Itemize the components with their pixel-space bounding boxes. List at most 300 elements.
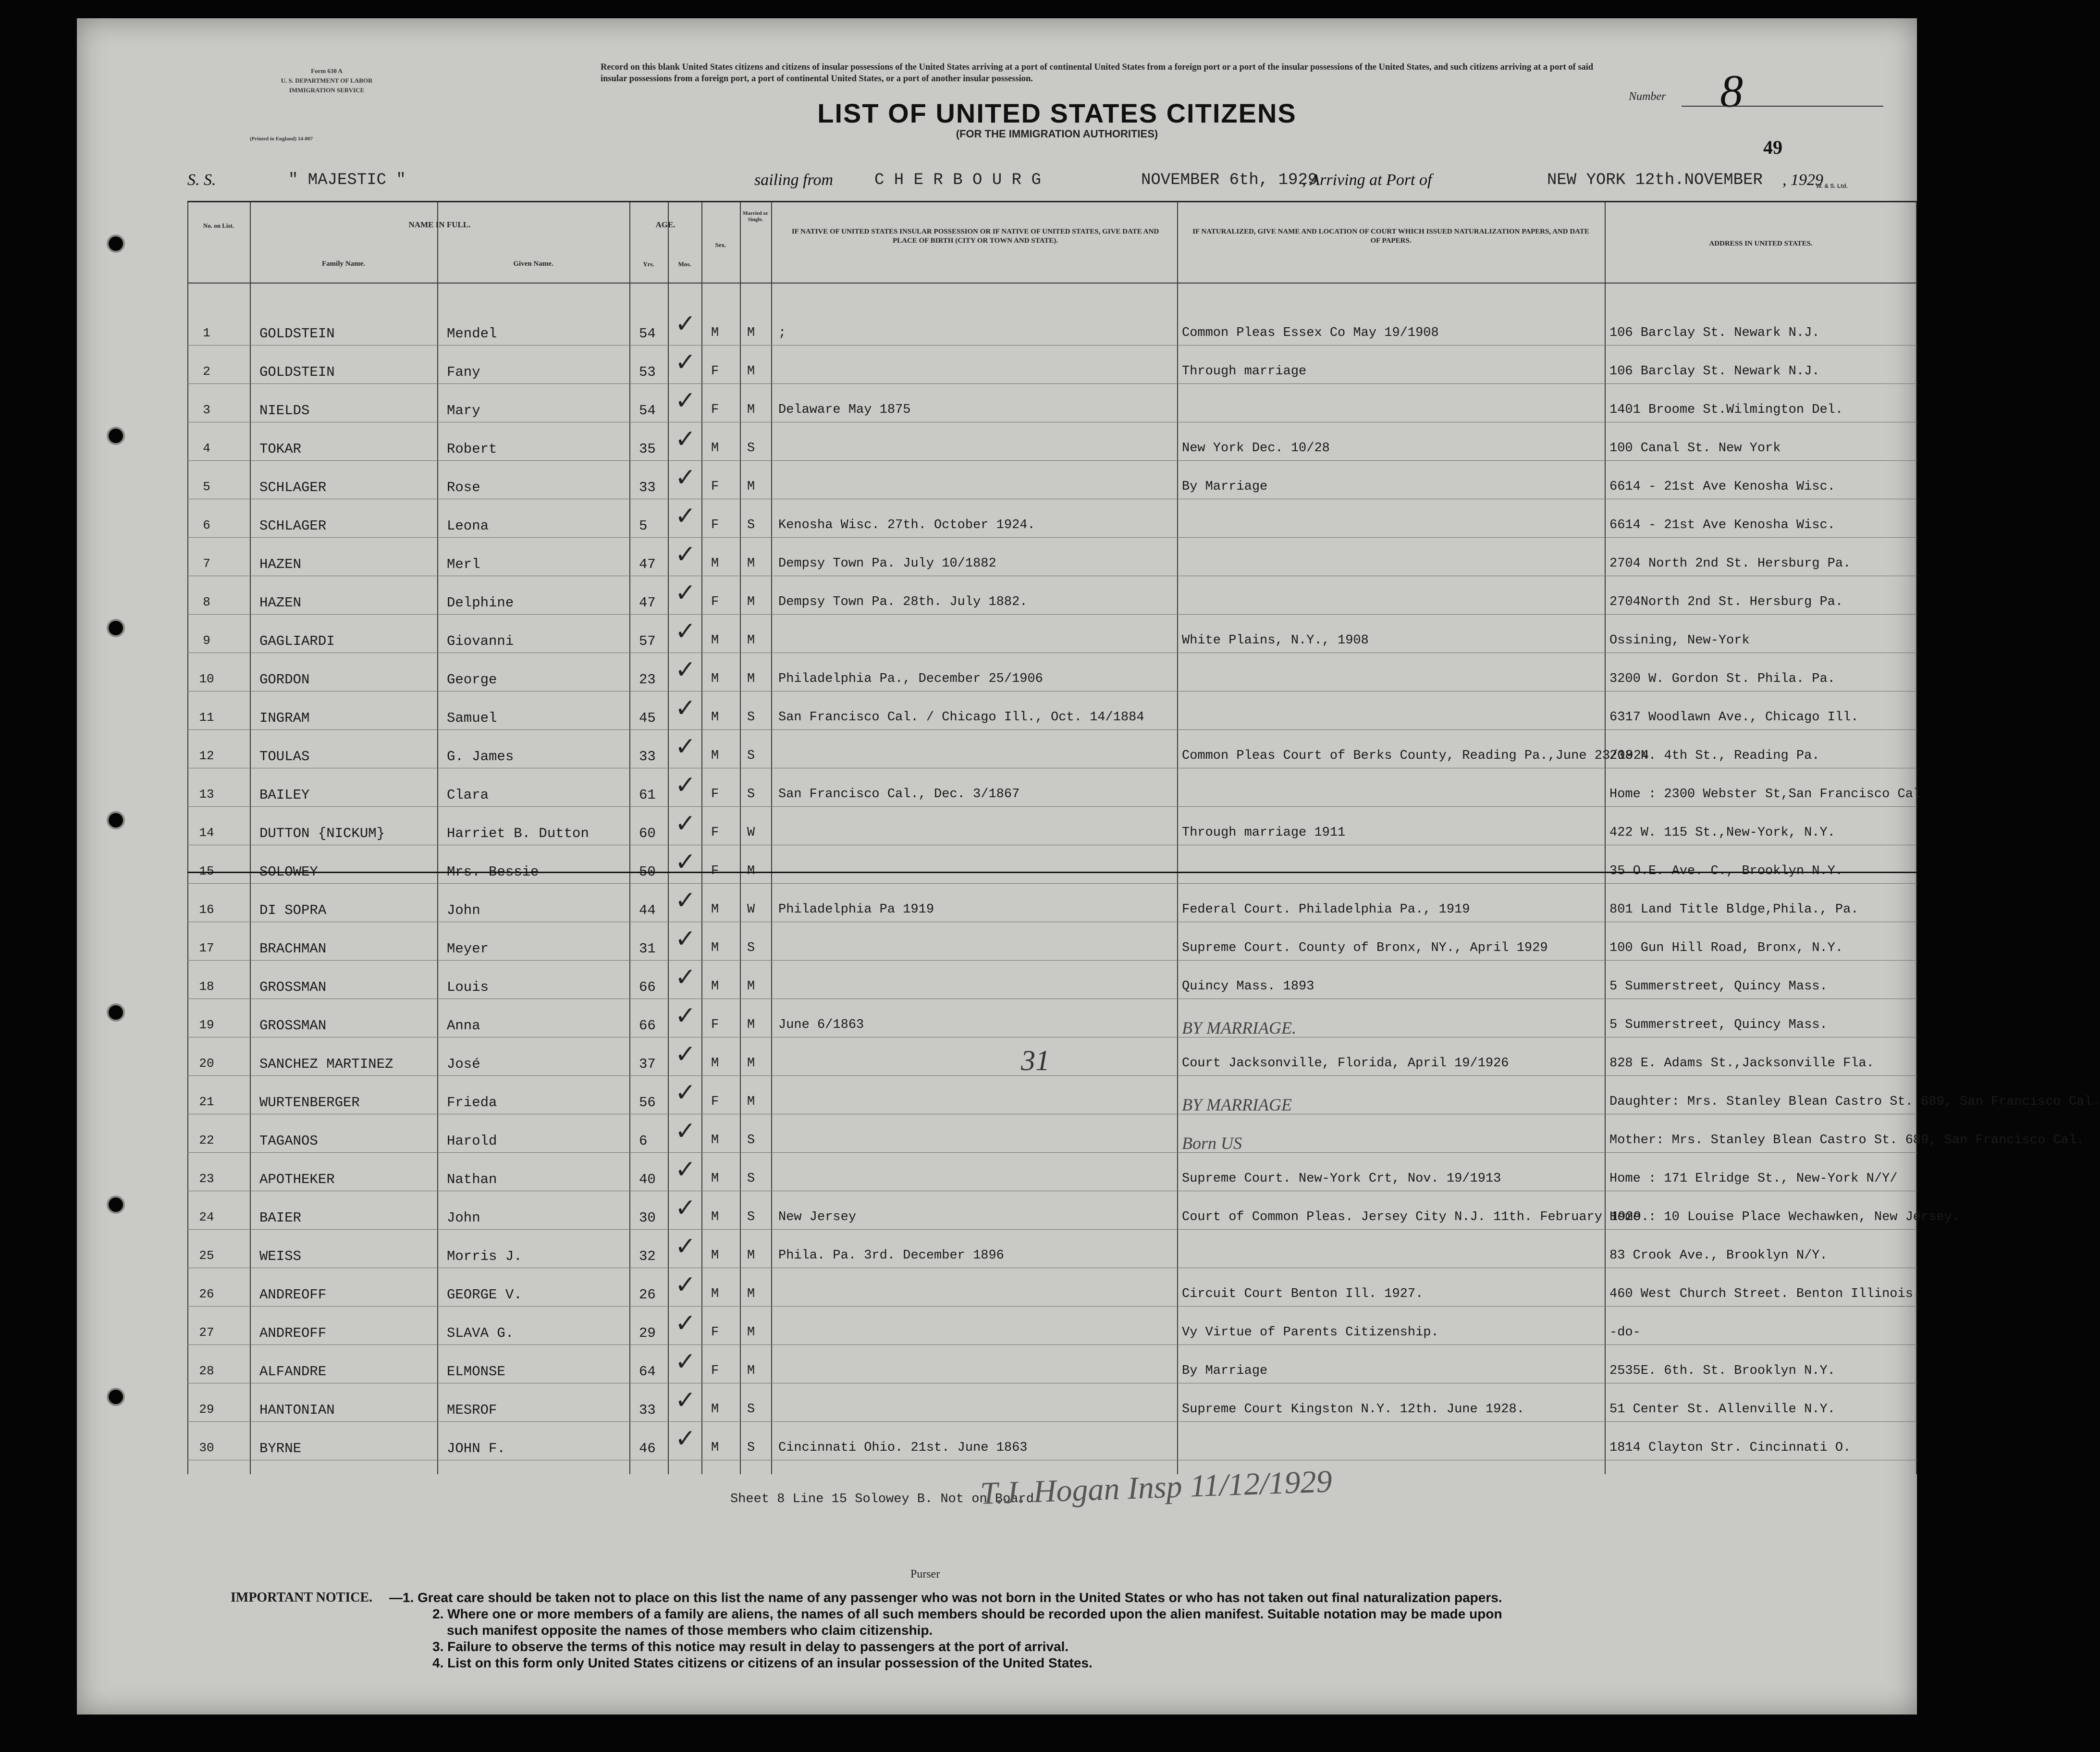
- col-header-mos: Mos.: [678, 260, 691, 268]
- notice-3: 3. Failure to observe the terms of this notice may result in delay to passengers at the port of arrival.: [432, 1639, 1069, 1654]
- given-name: Nathan: [447, 1172, 497, 1187]
- checkmark-icon: ✓: [675, 502, 696, 531]
- punch-hole-icon: [107, 427, 125, 445]
- us-address: Home : 10 Louise Place Wechawken, New Jersey.: [1609, 1210, 1960, 1224]
- marital-status: M: [747, 364, 755, 379]
- us-address: 828 E. Adams St.,Jacksonville Fla.: [1609, 1056, 1874, 1071]
- row-number: 26: [199, 1287, 214, 1301]
- sex: F: [711, 480, 719, 494]
- sex: F: [711, 1364, 719, 1378]
- document-subtitle: (FOR THE IMMIGRATION AUTHORITIES): [956, 128, 1158, 140]
- sex: M: [711, 326, 719, 340]
- age-years: 31: [639, 941, 656, 957]
- sheet-note: Sheet 8 Line 15 Solowey B. Not on Board.: [730, 1492, 1042, 1506]
- service: IMMIGRATION SERVICE: [289, 86, 365, 94]
- department: U. S. DEPARTMENT OF LABOR: [281, 77, 373, 84]
- given-name: Meyer: [447, 941, 489, 957]
- given-name: Robert: [447, 441, 497, 457]
- row-number: 17: [199, 941, 214, 955]
- given-name: Samuel: [447, 710, 497, 726]
- naturalization: BY MARRIAGE.: [1182, 1018, 1296, 1037]
- number-value: 8: [1720, 65, 1743, 117]
- marital-status: S: [747, 1441, 755, 1455]
- sex: F: [711, 518, 719, 532]
- checkmark-icon: ✓: [675, 694, 696, 723]
- row-number: 12: [199, 749, 214, 763]
- given-name: Mrs. Bessie: [447, 864, 539, 880]
- sex: M: [711, 672, 719, 686]
- sex: F: [711, 1095, 719, 1109]
- naturalization: White Plains, N.Y., 1908: [1182, 633, 1369, 648]
- marital-status: M: [747, 326, 755, 340]
- sex: M: [711, 1287, 719, 1301]
- naturalization: BY MARRIAGE: [1182, 1095, 1292, 1114]
- checkmark-icon: ✓: [675, 309, 696, 338]
- family-name: SCHLAGER: [259, 518, 327, 534]
- age-years: 45: [639, 710, 656, 726]
- us-address: 422 W. 115 St.,New-York, N.Y.: [1609, 826, 1835, 840]
- marital-status: M: [747, 1325, 755, 1340]
- birth-place-date: Philadelphia Pa 1919: [778, 902, 934, 917]
- row-number: 1: [203, 326, 210, 340]
- age-years: 29: [639, 1325, 656, 1341]
- number-underline: [1682, 106, 1883, 107]
- sex: M: [711, 710, 719, 725]
- naturalization: Federal Court. Philadelphia Pa., 1919: [1182, 902, 1470, 917]
- row-number: 19: [199, 1018, 214, 1032]
- checkmark-icon: ✓: [675, 1271, 696, 1299]
- document-title: LIST OF UNITED STATES CITIZENS: [817, 98, 1297, 128]
- col-header-age: AGE.: [655, 220, 675, 229]
- us-address: 2704 North 2nd St. Hersburg Pa.: [1609, 556, 1851, 571]
- given-name: Mendel: [447, 326, 497, 342]
- given-name: Merl: [447, 556, 480, 572]
- age-years: 40: [639, 1172, 656, 1187]
- marital-status: M: [747, 556, 755, 571]
- row-number: 29: [199, 1402, 214, 1417]
- checkmark-icon: ✓: [675, 348, 696, 377]
- checkmark-icon: ✓: [675, 1347, 696, 1376]
- marital-status: S: [747, 1172, 755, 1186]
- birth-place-date: San Francisco Cal., Dec. 3/1867: [778, 787, 1020, 802]
- marital-status: S: [747, 518, 755, 532]
- row-number: 14: [199, 826, 214, 840]
- family-name: TOULAS: [259, 749, 310, 765]
- family-name: GROSSMAN: [259, 1018, 327, 1034]
- sex: M: [711, 1172, 719, 1186]
- given-name: G. James: [447, 749, 514, 765]
- given-name: GEORGE V.: [447, 1287, 522, 1303]
- voyage-line: [187, 171, 1917, 195]
- col-header-address: ADDRESS IN UNITED STATES.: [1709, 240, 1813, 247]
- naturalization: Circuit Court Benton Ill. 1927.: [1182, 1287, 1424, 1301]
- record-instructions: Record on this blank United States citizens and citizens of insular possessions of the United States arriving at a port of continental United States from a foreign port or a port of the insular possessions of the United States, and such citizens arriving at a port of said insular possessions from a foreign port, a port of continental United States, or a port of another insular possession.: [601, 62, 1594, 84]
- marital-status: W: [747, 902, 755, 917]
- row-number: 13: [199, 787, 214, 802]
- naturalization: Born US: [1182, 1134, 1242, 1153]
- marital-status: M: [747, 480, 755, 494]
- marital-status: S: [747, 441, 755, 456]
- naturalization: Supreme Court. County of Bronx, NY., April 1929: [1182, 941, 1548, 955]
- family-name: HANTONIAN: [259, 1402, 335, 1418]
- given-name: SLAVA G.: [447, 1325, 514, 1341]
- given-name: MESROF: [447, 1402, 497, 1418]
- sex: M: [711, 1441, 719, 1455]
- age-years: 57: [639, 633, 656, 649]
- family-name: TAGANOS: [259, 1133, 318, 1149]
- given-name: George: [447, 672, 497, 688]
- marital-status: S: [747, 1210, 755, 1224]
- arrival-year: , 1929: [1782, 171, 1823, 189]
- family-name: ANDREOFF: [259, 1325, 327, 1341]
- printer-mark: W. & S. Ltd.: [1816, 183, 1848, 189]
- us-address: 83 Crook Ave., Brooklyn N/Y.: [1609, 1248, 1828, 1263]
- sex: M: [711, 1133, 719, 1147]
- checkmark-icon: ✓: [675, 1155, 696, 1184]
- checkmark-icon: ✓: [675, 1386, 696, 1415]
- marital-status: M: [747, 403, 755, 417]
- checkmark-icon: ✓: [675, 1040, 696, 1069]
- col-header-given: Given Name.: [513, 260, 553, 268]
- row-number: 28: [199, 1364, 214, 1378]
- family-name: GAGLIARDI: [259, 633, 335, 649]
- family-name: GROSSMAN: [259, 979, 327, 995]
- notice-2b: such manifest opposite the names of those members who claim citizenship.: [447, 1623, 933, 1638]
- row-number: 23: [199, 1172, 214, 1186]
- given-name: Mary: [447, 403, 480, 419]
- checkmark-icon: ✓: [675, 540, 696, 569]
- age-years: 44: [639, 902, 656, 918]
- sex: F: [711, 1325, 719, 1340]
- row-number: 11: [199, 710, 214, 725]
- family-name: BYRNE: [259, 1441, 302, 1456]
- us-address: 208 N. 4th St., Reading Pa.: [1609, 749, 1820, 763]
- family-name: SANCHEZ MARTINEZ: [259, 1056, 393, 1072]
- given-name: Rose: [447, 480, 480, 495]
- us-address: 460 West Church Street. Benton Illinois.: [1609, 1287, 1921, 1301]
- family-name: SOLOWEY: [259, 864, 318, 880]
- marital-status: M: [747, 672, 755, 686]
- col-header-name: NAME IN FULL.: [408, 220, 471, 229]
- checkmark-icon: ✓: [675, 655, 696, 684]
- given-name: Morris J.: [447, 1248, 522, 1264]
- given-name: John: [447, 902, 480, 918]
- struck-row-line: [187, 872, 1917, 873]
- marital-status: S: [747, 941, 755, 955]
- us-address: Home : 171 Elridge St., New-York N/Y/: [1609, 1172, 1898, 1186]
- us-address: Daughter: Mrs. Stanley Blean Castro St. 689, San Francisco Cal.: [1609, 1095, 2100, 1109]
- ship-name: " MAJESTIC ": [288, 171, 406, 189]
- checkmark-icon: ✓: [675, 617, 696, 646]
- sex: M: [711, 749, 719, 763]
- family-name: DI SOPRA: [259, 902, 327, 918]
- sex: M: [711, 1402, 719, 1417]
- checkmark-icon: ✓: [675, 579, 696, 607]
- checkmark-icon: ✓: [675, 1078, 696, 1107]
- age-years: 46: [639, 1441, 656, 1456]
- row-number: 24: [199, 1210, 214, 1224]
- birth-place-date: Philadelphia Pa., December 25/1906: [778, 672, 1043, 686]
- checkmark-icon: ✓: [675, 386, 696, 415]
- sex: M: [711, 941, 719, 955]
- checkmark-icon: ✓: [675, 1424, 696, 1453]
- family-name: SCHLAGER: [259, 480, 327, 495]
- checkmark-icon: ✓: [675, 463, 696, 492]
- age-years: 64: [639, 1364, 656, 1380]
- marital-status: M: [747, 864, 755, 878]
- row-number: 16: [199, 902, 214, 917]
- checkmark-icon: ✓: [675, 1309, 696, 1338]
- naturalization: Through marriage: [1182, 364, 1307, 379]
- given-name: José: [447, 1056, 480, 1072]
- us-address: Mother: Mrs. Stanley Blean Castro St. 689, San Francisco Cal.: [1609, 1133, 2085, 1147]
- given-name: Frieda: [447, 1095, 497, 1110]
- sex: F: [711, 864, 719, 878]
- birth-place-date: ;: [778, 326, 786, 340]
- family-name: WEISS: [259, 1248, 302, 1264]
- family-name: BAIER: [259, 1210, 302, 1226]
- sex: M: [711, 441, 719, 456]
- us-address: 35 O.E. Ave. C., Brooklyn N.Y.: [1609, 864, 1843, 878]
- age-years: 47: [639, 556, 656, 572]
- col-header-married: Married or Single.: [743, 210, 768, 222]
- age-years: 60: [639, 826, 656, 841]
- purser-label: Purser: [910, 1568, 940, 1580]
- marital-status: S: [747, 1133, 755, 1147]
- age-years: 50: [639, 864, 656, 880]
- age-years: 33: [639, 480, 656, 495]
- birth-place-date: Phila. Pa. 3rd. December 1896: [778, 1248, 1004, 1263]
- family-name: TOKAR: [259, 441, 302, 457]
- checkmark-icon: ✓: [675, 848, 696, 876]
- family-name: ALFANDRE: [259, 1364, 327, 1380]
- age-years: 35: [639, 441, 656, 457]
- age-years: 54: [639, 326, 656, 342]
- punch-hole-icon: [107, 234, 125, 253]
- sex: F: [711, 364, 719, 379]
- family-name: NIELDS: [259, 403, 310, 419]
- naturalization: By Marriage: [1182, 480, 1268, 494]
- marital-status: M: [747, 1248, 755, 1263]
- sex: M: [711, 556, 719, 571]
- col-header-no: No. on List.: [203, 222, 234, 229]
- sailing-label: sailing from: [754, 171, 834, 189]
- age-years: 37: [639, 1056, 656, 1072]
- given-name: Anna: [447, 1018, 480, 1034]
- col-header-birth: IF NATIVE OF UNITED STATES INSULAR POSSESSION OR IF NATIVE OF UNITED STATES, GIVE DATE AND PLACE OF BIRTH (CITY OR TOWN AND STATE).: [791, 228, 1159, 245]
- margin-note: 31: [1021, 1045, 1050, 1076]
- row-number: 20: [199, 1056, 214, 1071]
- age-years: 26: [639, 1287, 656, 1303]
- row-number: 7: [203, 556, 210, 571]
- punch-hole-icon: [107, 811, 125, 829]
- marital-status: M: [747, 1095, 755, 1109]
- form-identifier: [235, 66, 418, 95]
- age-years: 23: [639, 672, 656, 688]
- marital-status: W: [747, 826, 755, 840]
- sex: M: [711, 1056, 719, 1071]
- given-name: John: [447, 1210, 480, 1226]
- marital-status: S: [747, 749, 755, 763]
- naturalization: Supreme Court. New-York Crt, Nov. 19/1913: [1182, 1172, 1501, 1186]
- given-name: ELMONSE: [447, 1364, 505, 1380]
- marital-status: M: [747, 979, 755, 994]
- inspector-signature: T.J. Hogan Insp 11/12/1929: [979, 1464, 1333, 1511]
- family-name: GOLDSTEIN: [259, 326, 335, 342]
- given-name: Louis: [447, 979, 489, 995]
- punch-hole-icon: [107, 619, 125, 637]
- row-number: 9: [203, 633, 210, 648]
- checkmark-icon: ✓: [675, 925, 696, 953]
- ss-label: S. S.: [187, 171, 216, 189]
- us-address: -do-: [1609, 1325, 1641, 1340]
- checkmark-icon: ✓: [675, 886, 696, 915]
- sex: F: [711, 403, 719, 417]
- sex: M: [711, 1248, 719, 1263]
- us-address: 6614 - 21st Ave Kenosha Wisc.: [1609, 518, 1835, 532]
- age-years: 33: [639, 749, 656, 765]
- age-years: 30: [639, 1210, 656, 1226]
- checkmark-icon: ✓: [675, 425, 696, 454]
- naturalization: Through marriage 1911: [1182, 826, 1346, 840]
- family-name: BAILEY: [259, 787, 310, 803]
- row-number: 5: [203, 480, 210, 494]
- departure-date: NOVEMBER 6th, 1929: [1141, 171, 1318, 189]
- birth-place-date: Delaware May 1875: [778, 403, 911, 417]
- us-address: 801 Land Title Bldge,Phila., Pa.: [1609, 902, 1859, 917]
- birth-place-date: Dempsy Town Pa. 28th. July 1882.: [778, 595, 1028, 609]
- us-address: Home : 2300 Webster St,San Francisco Cal: [1609, 787, 1921, 802]
- marital-status: S: [747, 1402, 755, 1417]
- family-name: HAZEN: [259, 595, 302, 611]
- checkmark-icon: ✓: [675, 1232, 696, 1261]
- naturalization: By Marriage: [1182, 1364, 1268, 1378]
- row-number: 2: [203, 364, 210, 379]
- punch-hole-icon: [107, 1196, 125, 1214]
- printed-note: (Printed in England) 14-807: [250, 136, 313, 142]
- checkmark-icon: ✓: [675, 732, 696, 761]
- age-years: 61: [639, 787, 656, 803]
- age-years: 5: [639, 518, 648, 534]
- checkmark-icon: ✓: [675, 1001, 696, 1030]
- row-number: 4: [203, 441, 210, 456]
- given-name: Clara: [447, 787, 489, 803]
- us-address: Ossining, New-York: [1609, 633, 1750, 648]
- us-address: 1814 Clayton Str. Cincinnati O.: [1609, 1441, 1851, 1455]
- us-address: 6317 Woodlawn Ave., Chicago Ill.: [1609, 710, 1859, 725]
- family-name: HAZEN: [259, 556, 302, 572]
- age-years: 56: [639, 1095, 656, 1110]
- naturalization: Vy Virtue of Parents Citizenship.: [1182, 1325, 1439, 1340]
- us-address: 2535E. 6th. St. Brooklyn N.Y.: [1609, 1364, 1835, 1378]
- family-name: GOLDSTEIN: [259, 364, 335, 380]
- row-number: 27: [199, 1325, 214, 1340]
- given-name: Giovanni: [447, 633, 514, 649]
- page-number: 49: [1763, 136, 1782, 158]
- us-address: 100 Gun Hill Road, Bronx, N.Y.: [1609, 941, 1843, 955]
- sex: F: [711, 826, 719, 840]
- naturalization: Common Pleas Court of Berks County, Reading Pa.,June 23/1924: [1182, 749, 1649, 763]
- birth-place-date: June 6/1863: [778, 1018, 864, 1032]
- given-name: Fany: [447, 364, 480, 380]
- family-name: DUTTON {NICKUM}: [259, 826, 385, 841]
- notice-2a: 2. Where one or more members of a family are aliens, the names of all such members should be recorded upon the alien manifest. Suitable notation may be made upon: [432, 1606, 1502, 1621]
- checkmark-icon: ✓: [675, 1194, 696, 1222]
- family-name: GORDON: [259, 672, 310, 688]
- notice-1: —1. Great care should be taken not to place on this list the name of any passenger who was not born in the United States or who has not taken out final naturalization papers.: [389, 1590, 1502, 1605]
- number-label: Number: [1629, 90, 1666, 103]
- naturalization: Common Pleas Essex Co May 19/1908: [1182, 326, 1439, 340]
- age-years: 66: [639, 979, 656, 995]
- checkmark-icon: ✓: [675, 771, 696, 800]
- birth-place-date: New Jersey: [778, 1210, 857, 1224]
- us-address: 100 Canal St. New York: [1609, 441, 1781, 456]
- row-number: 30: [199, 1441, 214, 1455]
- age-years: 53: [639, 364, 656, 380]
- us-address: 5 Summerstreet, Quincy Mass.: [1609, 1018, 1828, 1032]
- birth-place-date: Dempsy Town Pa. July 10/1882: [778, 556, 996, 571]
- age-years: 54: [639, 403, 656, 419]
- col-header-sex: Sex.: [715, 241, 726, 248]
- row-number: 3: [203, 403, 210, 417]
- form-number: Form 630 A: [311, 67, 343, 74]
- birth-place-date: San Francisco Cal. / Chicago Ill., Oct. 14/1884: [778, 710, 1144, 725]
- marital-status: M: [747, 1364, 755, 1378]
- sex: M: [711, 633, 719, 648]
- birth-place-date: Cincinnati Ohio. 21st. June 1863: [778, 1441, 1028, 1455]
- col-header-yrs: Yrs.: [643, 260, 654, 268]
- marital-status: S: [747, 787, 755, 802]
- us-address: 5 Summerstreet, Quincy Mass.: [1609, 979, 1828, 994]
- us-address: 2704North 2nd St. Hersburg Pa.: [1609, 595, 1843, 609]
- given-name: Harriet B. Dutton: [447, 826, 589, 841]
- family-name: INGRAM: [259, 710, 310, 726]
- naturalization: Quincy Mass. 1893: [1182, 979, 1314, 994]
- sex: F: [711, 787, 719, 802]
- naturalization: New York Dec. 10/28: [1182, 441, 1330, 456]
- us-address: 51 Center St. Allenville N.Y.: [1609, 1402, 1835, 1417]
- marital-status: S: [747, 710, 755, 725]
- notice-4: 4. List on this form only United States citizens or citizens of an insular possession of the United States.: [432, 1655, 1093, 1670]
- naturalization: Court Jacksonville, Florida, April 19/1926: [1182, 1056, 1509, 1071]
- naturalization: Supreme Court Kingston N.Y. 12th. June 1928.: [1182, 1402, 1524, 1417]
- marital-status: M: [747, 1018, 755, 1032]
- marital-status: M: [747, 1056, 755, 1071]
- age-years: 66: [639, 1018, 656, 1034]
- arrival-port-date: NEW YORK 12th.NOVEMBER: [1547, 171, 1763, 189]
- row-number: 15: [199, 864, 214, 878]
- family-name: ANDREOFF: [259, 1287, 327, 1303]
- given-name: Delphine: [447, 595, 514, 611]
- family-name: APOTHEKER: [259, 1172, 335, 1187]
- age-years: 47: [639, 595, 656, 611]
- us-address: 3200 W. Gordon St. Phila. Pa.: [1609, 672, 1835, 686]
- passenger-table: [187, 201, 2100, 1474]
- age-years: 33: [639, 1402, 656, 1418]
- col-header-family: Family Name.: [322, 260, 365, 268]
- sex: F: [711, 1018, 719, 1032]
- us-address: 6614 - 21st Ave Kenosha Wisc.: [1609, 480, 1835, 494]
- marital-status: M: [747, 1287, 755, 1301]
- age-years: 6: [639, 1133, 648, 1149]
- departure-port: C H E R B O U R G: [874, 171, 1041, 189]
- row-number: 25: [199, 1248, 214, 1263]
- family-name: WURTENBERGER: [259, 1095, 360, 1110]
- checkmark-icon: ✓: [675, 1117, 696, 1146]
- sex: M: [711, 1210, 719, 1224]
- col-header-naturalized: IF NATURALIZED, GIVE NAME AND LOCATION OF COURT WHICH ISSUED NATURALIZATION PAPERS, AND DATE OF PAPERS.: [1192, 228, 1589, 245]
- row-number: 22: [199, 1133, 214, 1147]
